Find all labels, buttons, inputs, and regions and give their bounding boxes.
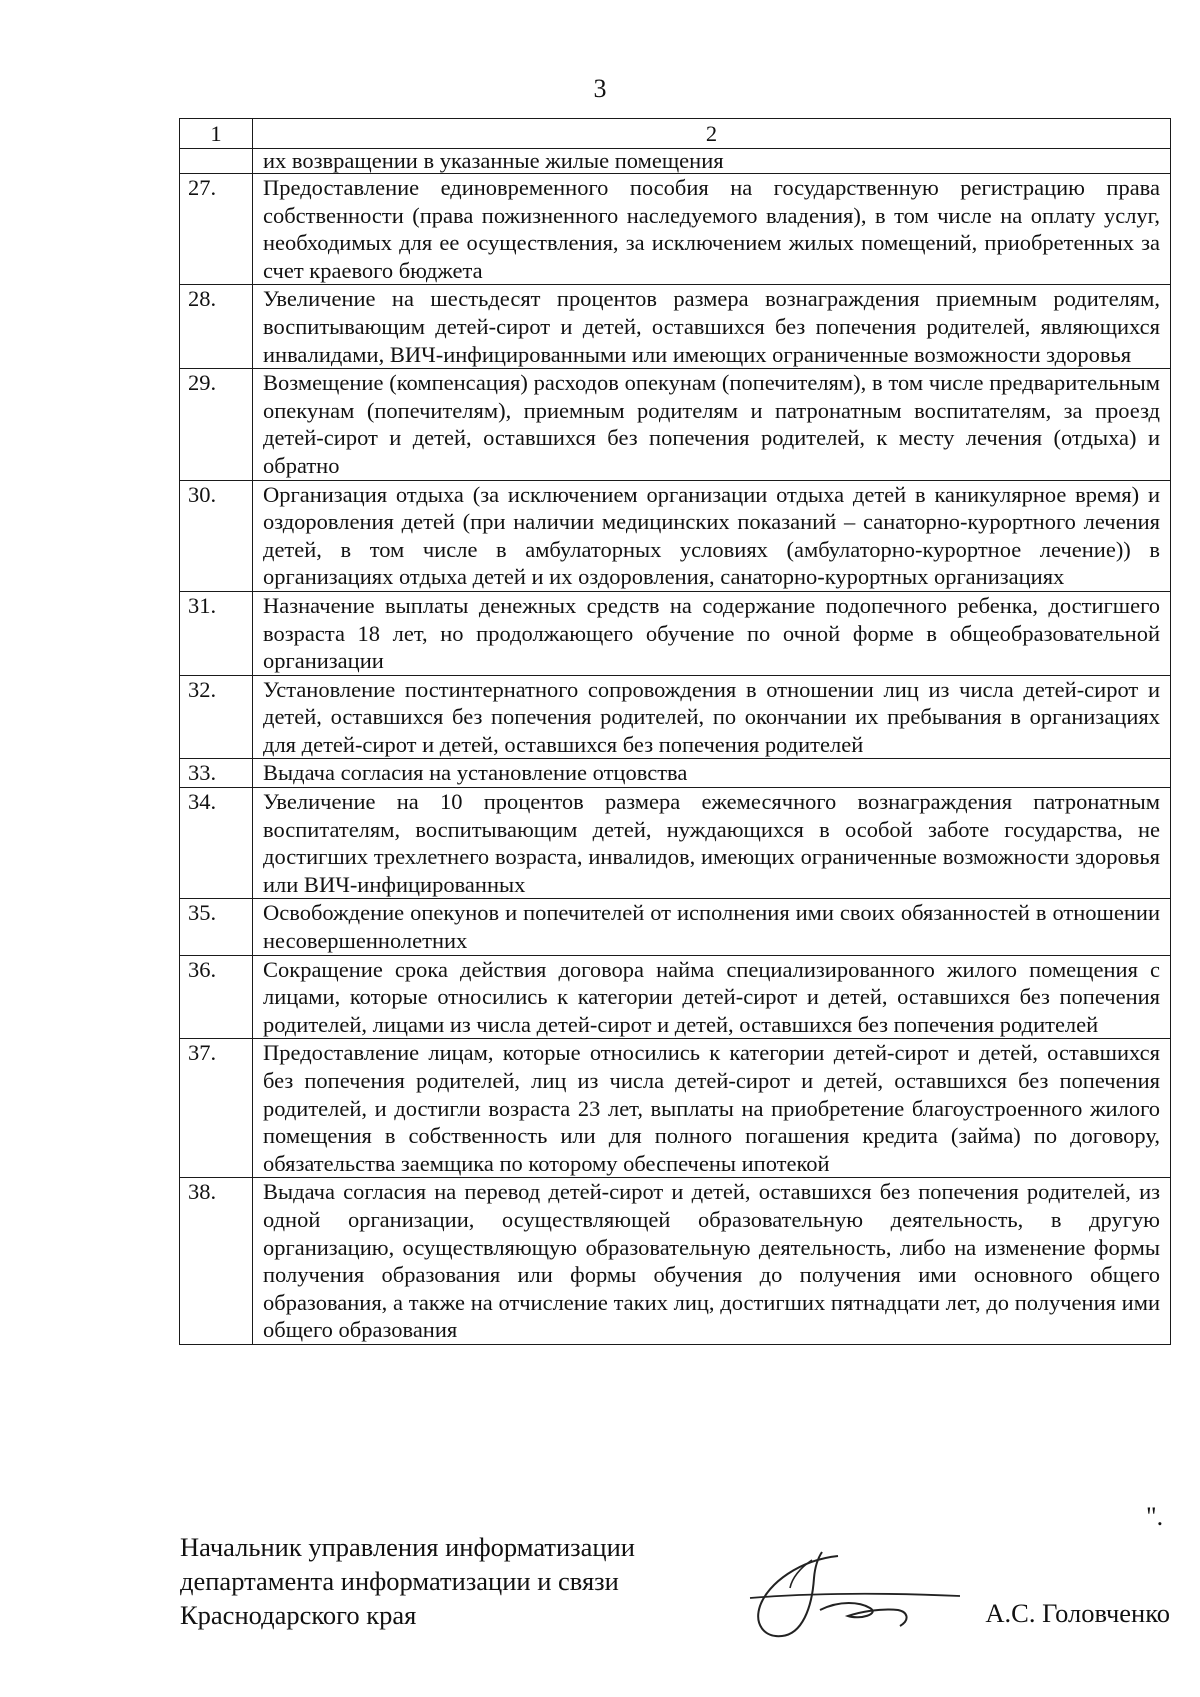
signature-block xyxy=(180,1530,1170,1660)
row-number-cell: 30. xyxy=(180,480,253,591)
row-text-cell: Выдача согласия на установление отцовства xyxy=(253,759,1171,788)
table-row xyxy=(180,788,1171,899)
table-row xyxy=(180,759,1171,788)
column-header-number: 1 xyxy=(180,119,253,149)
row-number-cell: 32. xyxy=(180,675,253,759)
row-text-cell: Увеличение на 10 процентов размера ежемесячного вознаграждения патронатным воспитателям, воспитывающим детей, нуждающихся в особой заботе государства, не достигших трехлетнего возраста, инвалидов, имеющих ограниченные возможности здоровья или ВИЧ-инфицированных xyxy=(253,788,1171,899)
table-row xyxy=(180,174,1171,285)
row-number-cell: 34. xyxy=(180,788,253,899)
table-row-continuation xyxy=(180,149,1171,174)
row-text-cell: Освобождение опекунов и попечителей от исполнения ими своих обязанностей в отношении несовершеннолетних xyxy=(253,899,1171,955)
row-text-cell: Увеличение на шестьдесят процентов размера вознаграждения приемным родителям, воспитывающим детей-сирот и детей, оставшихся без попечения родителей, являющихся инвалидами, ВИЧ-инфицированными или имеющих ограниченные возможности здоровья xyxy=(253,285,1171,369)
row-text-cell: Выдача согласия на перевод детей-сирот и детей, оставшихся без попечения родителей, из одной организации, осуществляющей образовательную деятельность, в другую организацию, осуществляющую образовательную деятельность, либо на изменение формы получения образования или формы обучения до получения ими основного общего образования, а также на отчисление таких лиц, достигших пятнадцати лет, до получения ими общего образования xyxy=(253,1178,1171,1345)
row-number-cell: 37. xyxy=(180,1039,253,1178)
row-text-cell: Назначение выплаты денежных средств на содержание подопечного ребенка, достигшего возраста 18 лет, но продолжающего обучение по очной форме в общеобразовательной организации xyxy=(253,591,1171,675)
row-number-cell: 31. xyxy=(180,591,253,675)
row-number-cell: 29. xyxy=(180,369,253,480)
row-number-cell: 36. xyxy=(180,955,253,1039)
table-row xyxy=(180,591,1171,675)
handwritten-signature xyxy=(730,1538,960,1648)
row-text-cell: их возвращении в указанные жилые помещения xyxy=(253,149,1171,174)
table-row xyxy=(180,955,1171,1039)
table-row xyxy=(180,285,1171,369)
signer-name: А.С. Головченко xyxy=(985,1598,1170,1628)
row-text-cell: Возмещение (компенсация) расходов опекунам (попечителям), в том числе предварительным опекунам (попечителям), приемным родителям и патронатным воспитателям, за проезд детей-сирот и детей, оставшихся без попечения родителей, к месту лечения (отдыха) и обратно xyxy=(253,369,1171,480)
services-table xyxy=(179,118,1171,1345)
table-row xyxy=(180,480,1171,591)
signer-title-line: Краснодарского края xyxy=(180,1600,417,1630)
table-row xyxy=(180,899,1171,955)
signer-title xyxy=(180,1530,700,1632)
table-header-row xyxy=(180,119,1171,149)
closing-quote-mark: ". xyxy=(1146,1502,1164,1531)
page-number: 3 xyxy=(593,74,607,103)
column-header-description: 2 xyxy=(253,119,1171,149)
signer-title-line: Начальник управления информатизации xyxy=(180,1532,635,1562)
row-number-cell: 28. xyxy=(180,285,253,369)
row-text-cell: Организация отдыха (за исключением организации отдыха детей в каникулярное время) и оздоровления детей (при наличии медицинских показаний – санаторно-курортного лечения детей, в том числе в амбулаторных условиях (амбулаторно-курортное лечение)) в организациях отдыха детей и их оздоровления, санаторно-курортных организациях xyxy=(253,480,1171,591)
signer-title-line: департамента информатизации и связи xyxy=(180,1566,619,1596)
table-row xyxy=(180,369,1171,480)
row-number-cell: 27. xyxy=(180,174,253,285)
table-row xyxy=(180,675,1171,759)
row-text-cell: Предоставление единовременного пособия на государственную регистрацию права собственности (права пожизненного наследуемого владения), в том числе на оплату услуг, необходимых для ее осуществления, за исключением жилых помещений, приобретенных за счет краевого бюджета xyxy=(253,174,1171,285)
row-number-cell: 38. xyxy=(180,1178,253,1345)
row-number-cell xyxy=(180,149,253,174)
row-number-cell: 33. xyxy=(180,759,253,788)
row-text-cell: Установление постинтернатного сопровождения в отношении лиц из числа детей-сирот и детей, оставшихся без попечения родителей, по окончании их пребывания в организациях для детей-сирот и детей, оставшихся без попечения родителей xyxy=(253,675,1171,759)
row-number-cell: 35. xyxy=(180,899,253,955)
table-row xyxy=(180,1039,1171,1178)
row-text-cell: Сокращение срока действия договора найма специализированного жилого помещения с лицами, которые относились к категории детей-сирот и детей, оставшихся без попечения родителей, лицами из числа детей-сирот и детей, оставшихся без попечения родителей xyxy=(253,955,1171,1039)
row-text-cell: Предоставление лицам, которые относились к категории детей-сирот и детей, оставшихся без попечения родителей, лиц из числа детей-сирот и детей, оставшихся без попечения родителей, и достигли возраста 23 лет, выплаты на приобретение благоустроенного жилого помещения в собственность или для полного погашения кредита (займа) по договору, обязательства заемщика по которому обеспечены ипотекой xyxy=(253,1039,1171,1178)
table-row xyxy=(180,1178,1171,1345)
